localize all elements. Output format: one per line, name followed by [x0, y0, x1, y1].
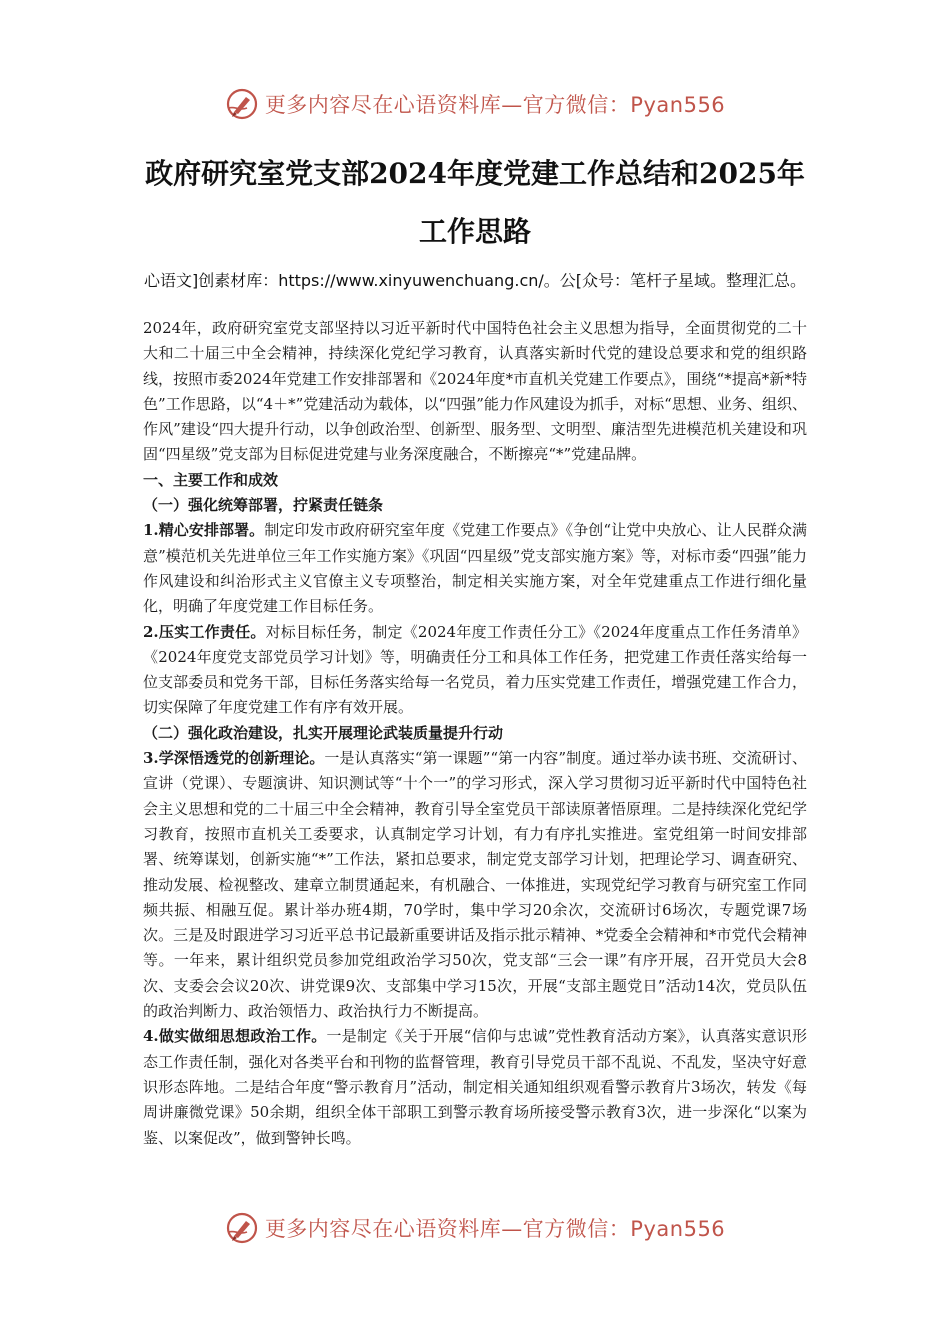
bottom-banner — [0, 1208, 950, 1248]
item-paragraph — [143, 518, 807, 619]
pen-logo-icon — [225, 1211, 259, 1245]
item-text: 对标目标任务，制定《2024年度工作责任分工》《2024年度重点工作任务清单》《2024年度党支部党员学习计划》等，明确责任分工和具体工作任务，把党建工作责任落实给每一位支部委员和党务干部，目标任务落实给每一名党员，着力压实党建工作责任，增强党建工作合力，切实保障了年度党建工作有序有效开展。 — [143, 622, 807, 717]
subsection-heading: （一）强化统筹部署，拧紧责任链条 — [143, 496, 384, 515]
subsection-heading: （二）强化政治建设，扎实开展理论武装质量提升行动 — [143, 723, 504, 742]
item-text: 一是认真落实“第一课题”“第一内容”制度。通过举办读书班、交流研讨、宣讲（党课）、专题演讲、知识测试等“十个一”的学习形式，深入学习贯彻习近平新时代中国特色社会主义思想和党的二十届三中全会精神，教育引导全室党员干部读原著悟原理。二是持续深化党纪学习教育，按照市直机关工委要求，认真制定学习计划，有力有序扎实推进。室党组第一时间安排部署、统筹谋划，创新实施“*”工作法，紧扣总要求，制定党支部学习计划，把理论学习、调查研究、推动发展、检视整改、建章立制贯通起来，有机融合、一体推进，实现党纪学习教育与研究室工作同频共振、相融互促。累计举办班4期，70学时，集中学习20余次，交流研讨6场次，专题党课7场次。三是及时跟进学习习近平总书记最新重要讲话及指示批示精神、*党委全会精神和*市党代会精神等。一年来，累计组织党员参加党组政治学习50次，党支部“三会一课”有序开展，召开党员大会8次、支委会会议20次、讲党课9次、支部集中学习15次，开展“支部主题党日”活动14次，党员队伍的政治判断力、政治领悟力、政治执行力不断提高。 — [143, 749, 807, 1021]
top-banner — [0, 84, 950, 124]
pen-logo-icon — [225, 87, 259, 121]
section-heading: 一、主要工作和成效 — [143, 470, 279, 489]
document-title: 政府研究室党支部2024年度党建工作总结和2025年工作思路 — [145, 157, 805, 248]
banner-text: 更多内容尽在心语资料库—官方微信：Pyan556 — [264, 1217, 726, 1241]
item-text: 一是制定《关于开展“信仰与忠诚”党性教育活动方案》，认真落实意识形态工作责任制，强化对各类平台和刊物的监督管理，教育引导党员干部不乱说、不乱发，坚决守好意识形态阵地。二是结合年度“警示教育月”活动，制定相关通知组织观看警示教育片3场次，转发《每周讲廉微党课》50余期，组织全体干部职工到警示教育场所接受警示教育3次，进一步深化“以案为鉴、以案促改”，做到警钟长鸣。 — [143, 1027, 807, 1147]
item-lead: 1.精心安排部署。 — [143, 521, 265, 540]
intro-paragraph: 2024年，政府研究室党支部坚持以习近平新时代中国特色社会主义思想为指导，全面贯彻党的二十大和二十届三中全会精神，持续深化党纪学习教育，认真落实新时代党的建设总要求和党的组织路线，按照市委2024年党建工作安排部署和《2024年度*市直机关党建工作要点》，围绕“*提高*新*特色”工作思路，以“4＋*”党建活动为载体，以“四强”能力作风建设为抓手，对标“思想、业务、组织、作风”建设“四大提升行动，以争创政治型、创新型、服务型、文明型、廉洁型先进模范机关建设和巩固“四星级”党支部为目标促进党建与业务深度融合，不断擦亮“*”党建品牌。 — [143, 319, 807, 464]
item-lead: 4.做实做细思想政治工作。 — [143, 1027, 327, 1046]
item-paragraph — [143, 1024, 807, 1150]
item-lead: 2.压实工作责任。 — [143, 622, 266, 641]
item-paragraph — [143, 620, 807, 721]
document-body — [143, 316, 807, 1151]
banner-text: 更多内容尽在心语资料库—官方微信：Pyan556 — [264, 93, 726, 117]
source-note: 心语文]创素材库：https://www.xinyuwenchuang.cn/。公[众号：笔杆子星域。整理汇总。 — [143, 271, 807, 290]
item-paragraph — [143, 746, 807, 1024]
item-lead: 3.学深悟透党的创新理论。 — [143, 749, 325, 768]
item-text: 制定印发市政府研究室年度《党建工作要点》《争创“让党中央放心、让人民群众满意”模范机关先进单位三年工作实施方案》《巩固“四星级”党支部实施方案》等，对标市委“四强”能力作风建设和纠治形式主义官僚主义专项整治，制定相关实施方案，对全年党建重点工作进行细化量化，明确了年度党建工作目标任务。 — [143, 521, 807, 616]
